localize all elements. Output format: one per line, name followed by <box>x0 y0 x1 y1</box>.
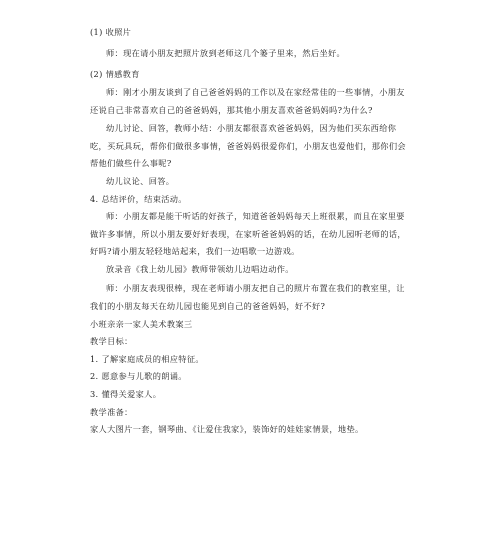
teacher-closing-paragraph: 师：小朋友表现很棒，现在老师请小朋友把自己的照片布置在我们的教室里，让我们的小朋友每天在幼儿园也能见到自己的爸爸妈妈，好不好? <box>90 283 405 311</box>
teaching-goal-item-2: 2. 愿意参与儿歌的朗诵。 <box>90 371 187 381</box>
teaching-preparation-paragraph: 家人大图片一套，钢琴曲、《让爱住我家》，装饰好的娃娃家情景，地垫。 <box>90 424 364 434</box>
teaching-goals-heading: 教学目标： <box>90 336 133 346</box>
teaching-preparation-heading: 教学准备： <box>90 407 133 417</box>
step-heading-collect-photos: (1) 收照片 <box>90 27 132 37</box>
step-heading-emotion-education: (2) 情感教育 <box>90 69 140 79</box>
teaching-goal-item-3: 3. 懂得关爱家人。 <box>90 389 162 399</box>
teacher-instruction-paragraph: 师：现在请小朋友把照片放到老师这几个篓子里来，然后坐好。 <box>106 48 346 58</box>
children-discussion-summary-paragraph: 幼儿讨论、回答，教师小结：小朋友都很喜欢爸爸妈妈，因为他们买东西给你吃，买玩具玩，帮你们做很多事情，爸爸妈妈很爱你们，小朋友也爱他们，那你们会帮他们做些什么事呢? <box>90 123 406 168</box>
teacher-question-paragraph: 师：刚才小朋友谈到了自己爸爸妈妈的工作以及在家经常佳的一些事情，小朋友还说自己非常喜欢自己的爸爸妈妈，那其他小朋友喜欢爸爸妈妈吗?为什么? <box>90 87 405 115</box>
teacher-praise-paragraph: 师：小朋友都是能干听话的好孩子，知道爸爸妈妈每天上班很累，而且在家里要做许多事情，所以小朋友要好好表现，在家听爸爸妈妈的话，在幼儿园听老师的话，好吗?请小朋友轻轻地站起来，我们一边唱歌一边游戏。 <box>90 211 406 256</box>
lesson-plan-title: 小班亲亲一家人美术教案三 <box>90 319 193 329</box>
children-answer-paragraph: 幼儿议论、回答。 <box>106 176 175 186</box>
step-heading-summary: 4. 总结评价，结束活动。 <box>90 194 187 204</box>
recording-activity-paragraph: 放录音《我上幼儿园》教师带领幼儿边唱边动作。 <box>106 264 294 274</box>
teaching-goal-item-1: 1. 了解家庭成员的相应特征。 <box>90 354 204 364</box>
